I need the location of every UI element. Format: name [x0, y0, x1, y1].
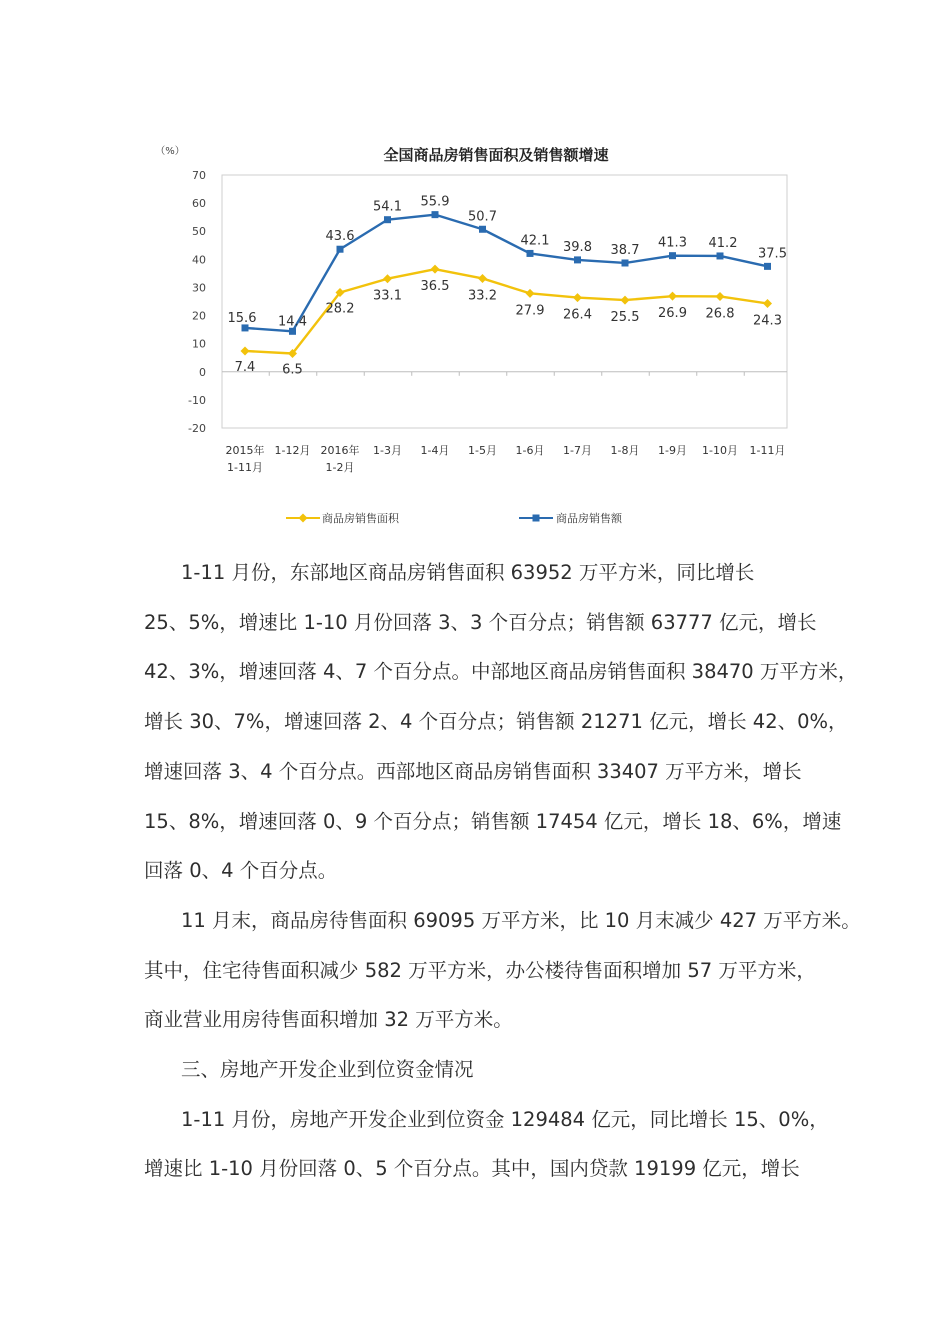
x-tick-label: 2016年	[320, 444, 360, 457]
paragraph-0-line: 15、8%，增速回落 0、9 个百分点；销售额 17454 亿元，增长 18、6%，增速	[144, 809, 842, 833]
data-label: 33.1	[373, 288, 402, 304]
data-point	[668, 292, 677, 301]
paragraph-0-line: 25、5%，增速比 1-10 月份回落 3、3 个百分点；销售额 63777 亿元，增长	[144, 610, 817, 634]
paragraph-0-line: 1-11 月份，东部地区商品房销售面积 63952 万平方米，同比增长	[181, 561, 755, 584]
paragraph-1-line: 11 月末，商品房待售面积 69095 万平方米，比 10 月末减少 427 万平方米。	[181, 908, 861, 932]
series-line-0	[245, 269, 768, 353]
paragraph-1-line: 商业营业用房待售面积增加 32 万平方米。	[144, 1008, 513, 1032]
data-point	[669, 252, 676, 259]
data-point	[763, 299, 772, 308]
y-tick-label: -10	[188, 393, 206, 407]
x-tick-label: 1-5月	[468, 444, 497, 457]
data-point	[337, 246, 344, 253]
y-tick-label: 60	[192, 197, 206, 211]
data-label: 6.5	[282, 362, 303, 378]
data-point	[764, 263, 771, 270]
y-tick-label: 0	[199, 365, 206, 379]
data-point	[479, 226, 486, 233]
plot-frame	[222, 175, 787, 428]
x-tick-label: 1-9月	[658, 444, 687, 457]
y-tick-label: 50	[192, 225, 206, 239]
data-point	[431, 265, 440, 274]
paragraph-0-line: 回落 0、4 个百分点。	[144, 859, 338, 883]
y-tick-label: 10	[192, 337, 206, 351]
data-point	[383, 274, 392, 283]
y-tick-label: -20	[188, 422, 206, 435]
x-tick-label: 1-12月	[274, 444, 311, 457]
data-label: 55.9	[420, 194, 450, 210]
y-tick-label: 40	[192, 253, 206, 267]
data-point	[622, 259, 629, 266]
legend-label: 商品房销售额	[556, 512, 622, 525]
data-label: 14.4	[278, 314, 307, 330]
paragraph-0-line: 42、3%，增速回落 4、7 个百分点。中部地区商品房销售面积 38470 万平方米，	[144, 660, 858, 684]
data-label: 27.9	[515, 303, 545, 319]
growth-line-chart	[0, 0, 950, 545]
data-label: 37.5	[758, 246, 787, 262]
x-tick-label: 2015年	[225, 444, 265, 457]
paragraph-1-line: 其中，住宅待售面积减少 582 万平方米，办公楼待售面积增加 57 万平方米，	[144, 958, 816, 982]
x-tick-label: 1-8月	[610, 444, 640, 457]
data-point	[478, 274, 487, 283]
x-tick-label: 1-6月	[515, 444, 545, 457]
data-label: 26.8	[705, 306, 735, 322]
data-point	[384, 216, 391, 223]
data-label: 42.1	[520, 233, 550, 249]
data-label: 28.2	[325, 301, 355, 317]
data-label: 26.4	[563, 307, 592, 323]
legend-marker	[533, 515, 540, 522]
chart-title: 全国商品房销售面积及销售额增速	[383, 146, 609, 164]
x-tick-label: 1-7月	[563, 444, 592, 457]
paragraph-2-line: 三、房地产开发企业到位资金情况	[181, 1058, 474, 1081]
x-tick-label: 1-2月	[325, 461, 355, 474]
data-point	[241, 346, 250, 355]
x-tick-label: 1-11月	[749, 444, 786, 457]
data-label: 39.8	[563, 239, 592, 255]
data-label: 33.2	[468, 288, 497, 304]
data-point	[432, 211, 439, 218]
data-label: 41.2	[708, 235, 738, 251]
data-point	[526, 289, 535, 298]
data-point	[573, 293, 582, 302]
data-label: 7.4	[234, 359, 256, 375]
x-tick-label: 1-4月	[420, 444, 450, 457]
data-label: 43.6	[325, 229, 355, 245]
paragraph-0-line: 增长 30、7%，增速回落 2、4 个百分点；销售额 21271 亿元，增长 42、0%，	[144, 710, 848, 734]
data-label: 41.3	[658, 235, 687, 251]
data-label: 26.9	[658, 306, 687, 322]
data-label: 36.5	[420, 279, 450, 295]
data-label: 24.3	[753, 313, 782, 329]
y-tick-label: 30	[192, 281, 206, 295]
y-axis-unit: （%）	[155, 146, 185, 157]
x-tick-label: 1-11月	[227, 461, 263, 474]
data-point	[574, 256, 581, 263]
legend-marker	[299, 514, 308, 523]
legend-label: 商品房销售面积	[322, 512, 399, 525]
paragraph-3-line: 增速比 1-10 月份回落 0、5 个百分点。其中，国内贷款 19199 亿元，增长	[144, 1157, 800, 1181]
data-point	[527, 250, 534, 257]
paragraph-3-line: 1-11 月份，房地产开发企业到位资金 129484 亿元，同比增长 15、0%，	[181, 1107, 829, 1131]
data-label: 25.5	[610, 310, 640, 326]
x-tick-label: 1-10月	[702, 444, 738, 457]
data-label: 15.6	[227, 310, 257, 326]
data-label: 38.7	[610, 242, 640, 258]
paragraph-0-line: 增速回落 3、4 个百分点。西部地区商品房销售面积 33407 万平方米，增长	[144, 759, 802, 783]
data-label: 50.7	[468, 209, 497, 225]
data-label: 54.1	[373, 199, 402, 215]
data-point	[716, 292, 725, 301]
x-tick-label: 1-3月	[373, 444, 402, 457]
y-tick-label: 70	[192, 169, 206, 182]
y-tick-label: 20	[192, 309, 206, 323]
data-point	[717, 252, 724, 259]
data-point	[621, 296, 630, 305]
